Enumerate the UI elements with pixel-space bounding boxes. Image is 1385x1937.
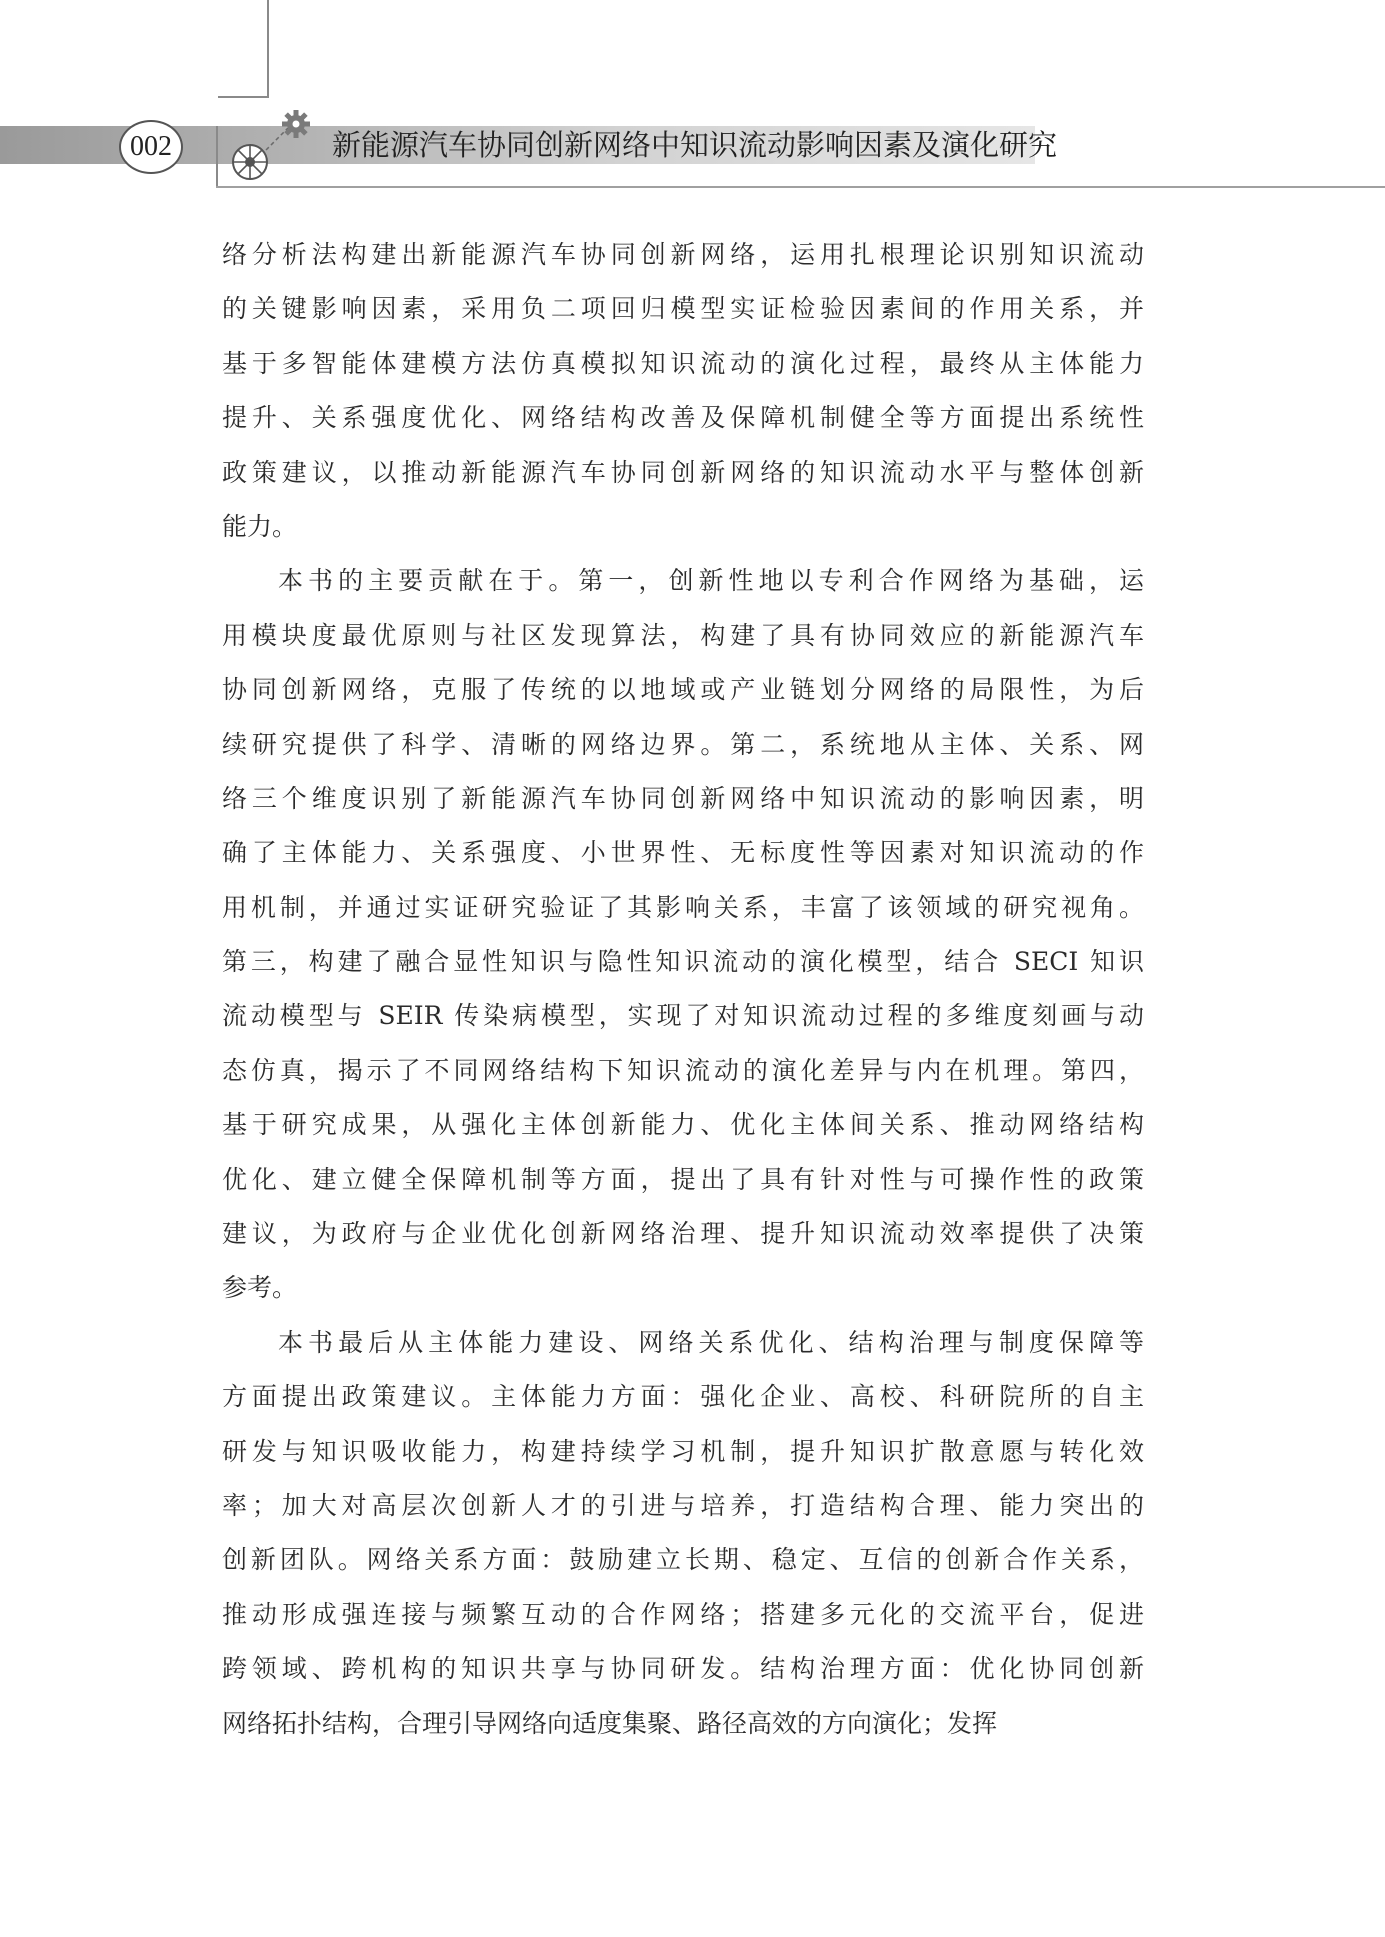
text-line: 建议，为政府与企业优化创新网络治理、提升知识流动效率提供了决策 — [222, 1219, 1144, 1249]
text-line: 政策建议，以推动新能源汽车协同创新网络的知识流动水平与整体创新 — [222, 457, 1144, 487]
body-text — [222, 228, 1144, 1751]
header-corner-horizontal-rule — [218, 96, 269, 98]
text-line: 络分析法构建出新能源汽车协同创新网络，运用扎根理论识别知识流动 — [222, 240, 1144, 269]
running-title: 新能源汽车协同创新网络中知识流动影响因素及演化研究 — [332, 128, 1058, 162]
text-line: 提升、关系强度优化、网络结构改善及保障机制健全等方面提出系统性 — [222, 403, 1144, 433]
text-line: 能力。 — [222, 511, 298, 541]
text-line: 用模块度最优原则与社区发现算法，构建了具有协同效应的新能源汽车 — [222, 620, 1144, 650]
text-line: 参考。 — [222, 1273, 298, 1303]
text-line: 研发与知识吸收能力，构建持续学习机制，提升知识扩散意愿与转化效 — [222, 1436, 1144, 1466]
paragraph — [222, 228, 1144, 554]
text-line: 第三，构建了融合显性知识与隐性知识流动的演化模型，结合 SECI 知识 — [222, 947, 1144, 977]
text-line: 基于研究成果，从强化主体创新能力、优化主体间关系、推动网络结构 — [222, 1110, 1144, 1140]
text-line: 跨领域、跨机构的知识共享与协同研发。结构治理方面：优化协同创新 — [222, 1654, 1144, 1684]
text-line: 网络拓扑结构，合理引导网络向适度集聚、路径高效的方向演化；发挥 — [222, 1708, 998, 1738]
header-underline-rule — [216, 186, 1385, 188]
text-line: 确了主体能力、关系强度、小世界性、无标度性等因素对知识流动的作 — [222, 838, 1144, 868]
paragraph — [222, 554, 1144, 1315]
text-line: 推动形成强连接与频繁互动的合作网络；搭建多元化的交流平台，促进 — [222, 1599, 1144, 1629]
text-line: 的关键影响因素，采用负二项回归模型实证检验因素间的作用关系，并 — [222, 294, 1144, 324]
text-line: 态仿真，揭示了不同网络结构下知识流动的演化差异与内在机理。第四， — [222, 1055, 1144, 1085]
text-line: 络三个维度识别了新能源汽车协同创新网络中知识流动的影响因素，明 — [222, 783, 1144, 813]
text-line: 流动模型与 SEIR 传染病模型，实现了对知识流动过程的多维度刻画与动 — [222, 1001, 1144, 1031]
text-line: 优化、建立健全保障机制等方面，提出了具有针对性与可操作性的政策 — [222, 1164, 1144, 1194]
text-line: 协同创新网络，克服了传统的以地域或产业链划分网络的局限性，为后 — [222, 675, 1144, 705]
text-line: 创新团队。网络关系方面：鼓励建立长期、稳定、互信的创新合作关系， — [222, 1545, 1144, 1575]
text-line: 续研究提供了科学、清晰的网络边界。第二，系统地从主体、关系、网 — [222, 729, 1144, 759]
text-line: 率；加大对高层次创新人才的引进与培养，打造结构合理、能力突出的 — [222, 1490, 1144, 1520]
gear-wheel-icon — [226, 110, 316, 188]
page-number: 002 — [119, 120, 183, 174]
text-line: 本书最后从主体能力建设、网络关系优化、结构治理与制度保障等 — [278, 1327, 1144, 1357]
text-line: 本书的主要贡献在于。第一，创新性地以专利合作网络为基础，运 — [278, 566, 1144, 596]
header-corner-vertical-rule — [267, 0, 269, 97]
text-line: 方面提出政策建议。主体能力方面：强化企业、高校、科研院所的自主 — [222, 1382, 1144, 1412]
header-vertical-rule — [216, 126, 218, 188]
text-line: 基于多智能体建模方法仿真模拟知识流动的演化过程，最终从主体能力 — [222, 348, 1144, 378]
text-line: 用机制，并通过实证研究验证了其影响关系，丰富了该领域的研究视角。 — [222, 892, 1144, 922]
paragraph — [222, 1316, 1144, 1751]
